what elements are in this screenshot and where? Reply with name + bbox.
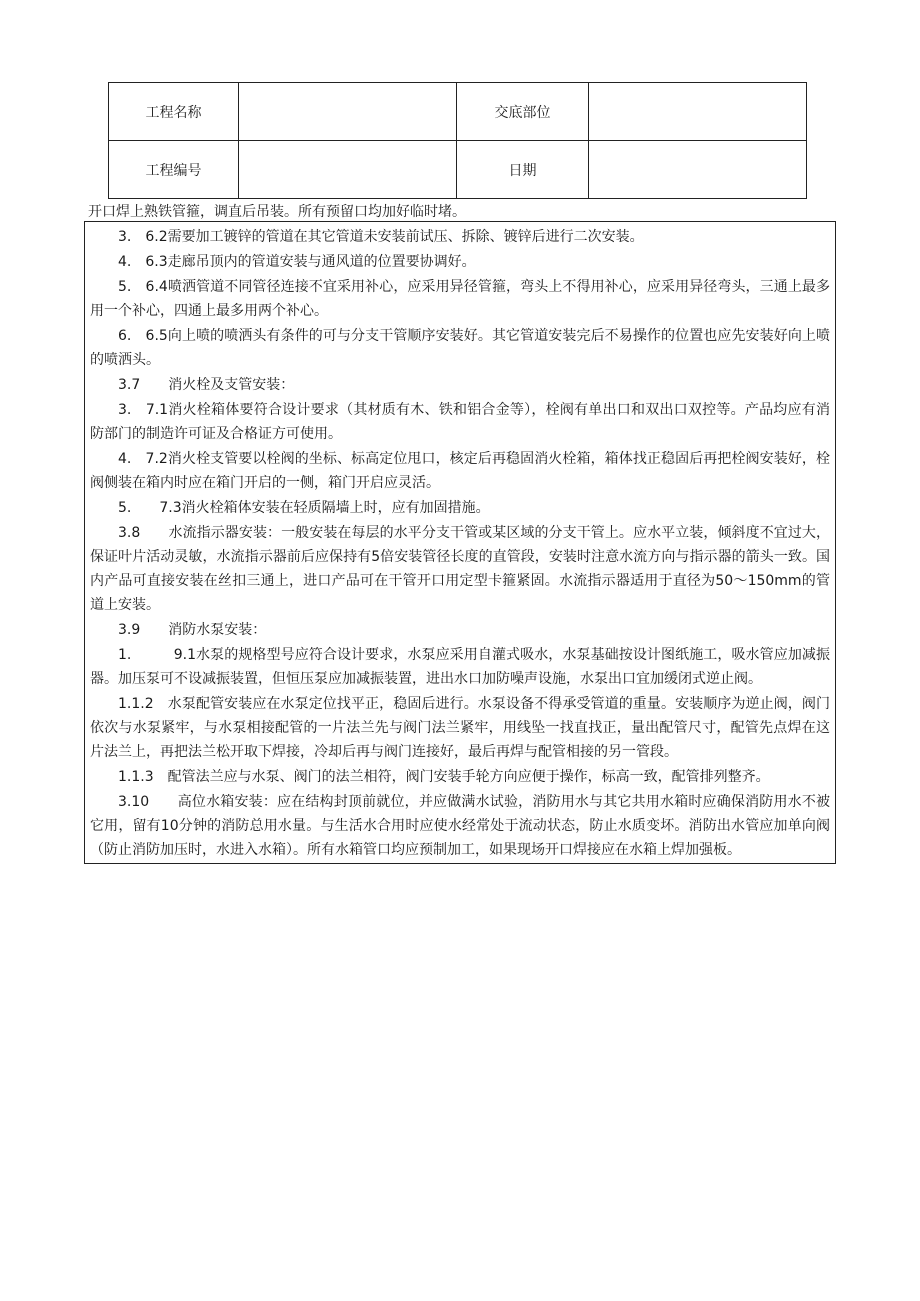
paragraph-6: 3. 7.1消火栓箱体要符合设计要求（其材质有木、铁和铝合金等），栓阀有单出口和双出口双控等。产品均应有消防部门的制造许可证及合格证方可使用。 bbox=[90, 402, 830, 442]
date-label: 日期 bbox=[457, 141, 589, 199]
paragraph-1: 3. 6.2需要加工镀锌的管道在其它管道未安装前试压、拆除、镀锌后进行二次安装。 bbox=[118, 229, 644, 245]
handover-part-label: 交底部位 bbox=[457, 83, 589, 141]
paragraph-5: 3.7 消火栓及支管安装： bbox=[118, 377, 295, 393]
content-box bbox=[84, 221, 836, 864]
paragraph-4: 6. 6.5向上喷的喷洒头有条件的可与分支干管顺序安装好。其它管道安装完后不易操作的位置也应先安装好向上喷的喷洒头。 bbox=[90, 328, 830, 368]
project-no-value bbox=[239, 141, 457, 199]
paragraph-14: 3.10 高位水箱安装：应在结构封顶前就位，并应做满水试验，消防用水与其它共用水箱时应确保消防用水不被它用，留有10分钟的消防总用水量。与生活水合用时应使水经常处于流动状态，防止水质变坏。消防出水管应加单向阀（防止消防加压时，水进入水箱）。所有水箱管口均应预制加工，如果现场开口焊接应在水箱上焊加强板。 bbox=[90, 794, 830, 858]
paragraph-2: 4. 6.3走廊吊顶内的管道安装与通风道的位置要协调好。 bbox=[118, 254, 476, 270]
header-table bbox=[108, 82, 807, 199]
paragraph-13: 1.1.3 配管法兰应与水泵、阀门的法兰相符，阀门安装手轮方向应便于操作，标高一致，配管排列整齐。 bbox=[118, 769, 770, 785]
project-no-label: 工程编号 bbox=[109, 141, 239, 199]
handover-part-value bbox=[589, 83, 807, 141]
project-name-label: 工程名称 bbox=[109, 83, 239, 141]
paragraph-7: 4. 7.2消火栓支管要以栓阀的坐标、标高定位甩口，核定后再稳固消火栓箱，箱体找正稳固后再把栓阀安装好，栓阀侧装在箱内时应在箱门开启的一侧，箱门开启应灵活。 bbox=[90, 451, 830, 491]
header-row-1 bbox=[109, 83, 807, 141]
spacer bbox=[84, 844, 836, 845]
paragraph-3: 5. 6.4喷洒管道不同管径连接不宜采用补心，应采用异径管箍，弯头上不得用补心，应采用异径弯头，三通上最多用一个补心，四通上最多用两个补心。 bbox=[90, 279, 830, 319]
paragraph-8: 5. 7.3消火栓箱体安装在轻质隔墙上时，应有加固措施。 bbox=[118, 500, 490, 516]
paragraph-10: 3.9 消防水泵安装： bbox=[118, 622, 267, 638]
header-row-2 bbox=[109, 141, 807, 199]
continuation-line: 开口焊上熟铁管箍，调直后吊装。所有预留口均加好临时堵。 bbox=[88, 204, 466, 220]
paragraph-9: 3.8 水流指示器安装：一般安装在每层的水平分支干管或某区域的分支干管上。应水平立装，倾斜度不宜过大，保证叶片活动灵敏，水流指示器前后应保持有5倍安装管径长度的直管段，安装时注意水流方向与指示器的箭头一致。国内产品可直接安装在丝扣三通上，进口产品可在干管开口用定型卡箍紧固。水流指示器适用于直径为50～150mm的管道上安装。 bbox=[90, 525, 830, 613]
date-value bbox=[589, 141, 807, 199]
paragraph-12: 1.1.2 水泵配管安装应在水泵定位找平正，稳固后进行。水泵设备不得承受管道的重量。安装顺序为逆止阀，阀门依次与水泵紧牢，与水泵相接配管的一片法兰先与阀门法兰紧牢，用线坠一找直找正，量出配管尺寸，配管先点焊在这片法兰上，再把法兰松开取下焊接，冷却后再与阀门连接好，最后再焊与配管相接的另一管段。 bbox=[90, 696, 830, 760]
project-name-value bbox=[239, 83, 457, 141]
paragraph-11: 1. 9.1水泵的规格型号应符合设计要求，水泵应采用自灌式吸水，水泵基础按设计图纸施工，吸水管应加减振器。加压泵可不设减振装置，但恒压泵应加减振装置，进出水口加防噪声设施，水泵出口宜加缓闭式逆止阀。 bbox=[90, 647, 830, 687]
